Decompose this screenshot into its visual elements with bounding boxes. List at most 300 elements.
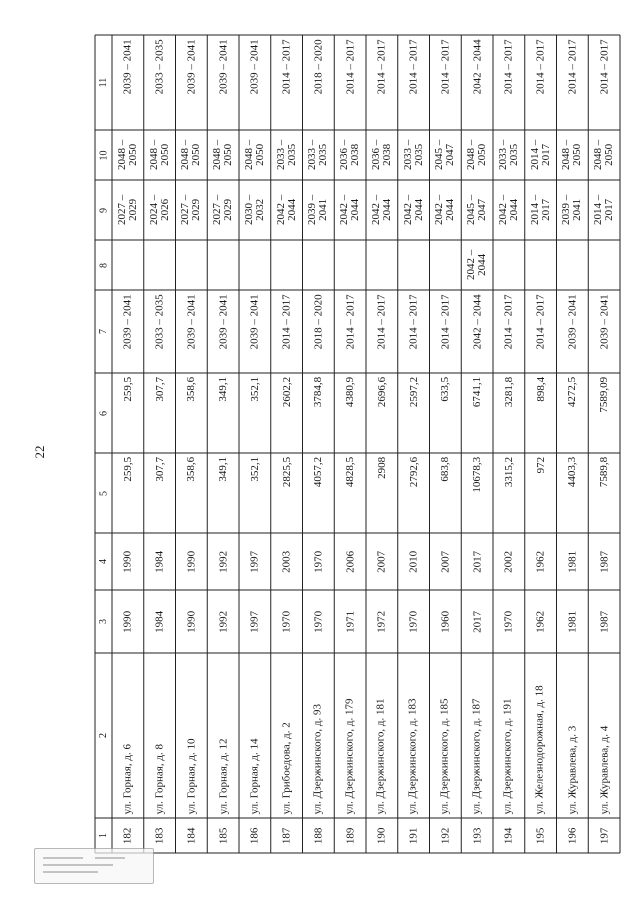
table-cell: [557, 35, 589, 130]
table-cell: [525, 590, 557, 653]
table-cell: [398, 35, 430, 130]
table-cell: [112, 373, 144, 453]
table-cell-text: 2602,2: [280, 377, 293, 408]
table-cell: [557, 180, 589, 240]
table-cell: [588, 533, 620, 590]
table-cell-text: ул. Журавлева, д. 3: [566, 725, 579, 814]
column-header: [95, 290, 112, 373]
table-cell: [461, 290, 493, 373]
table-cell: [334, 533, 366, 590]
table-cell-text: ул. Дзержинского, д. 179: [343, 698, 356, 814]
table-cell: [176, 35, 208, 130]
row-number-text: 191: [407, 827, 420, 844]
table-cell-text: 259,5: [121, 457, 134, 482]
table-cell-text: ул. Дзержинского, д. 191: [502, 698, 515, 814]
row-number-text: 189: [344, 827, 357, 844]
table-cell: [398, 590, 430, 653]
table-cell-text: 2014 – 2017: [566, 39, 579, 94]
table-cell-text: 2014 – 2017: [375, 39, 388, 94]
table-cell: [366, 130, 398, 180]
table-cell: [207, 590, 239, 653]
row-number: [366, 818, 398, 853]
table-cell-text: 2042 – 2044: [338, 194, 362, 226]
row-number-text: 186: [248, 827, 261, 844]
table-cell-text: 2042 – 2044: [471, 294, 484, 349]
table-cell-text: 2033 – 2035: [153, 294, 166, 349]
column-header: [95, 453, 112, 533]
row-number-text: 190: [375, 827, 388, 844]
table-cell: [493, 453, 525, 533]
table-cell: [430, 130, 462, 180]
table-cell-text: 358,6: [185, 457, 198, 482]
table-cell-text: 4828,5: [344, 457, 357, 488]
row-number-text: 194: [502, 827, 515, 844]
table-cell-text: 2002: [502, 550, 515, 573]
table-cell-text: ул. Горная, д. 8: [153, 743, 166, 814]
table-cell: [239, 130, 271, 180]
table-cell-text: 2014 – 2017: [280, 294, 293, 349]
table-cell: [303, 653, 335, 818]
column-header: [95, 590, 112, 653]
table-cell-text: 1984: [153, 550, 166, 573]
column-header-text: 10: [97, 150, 109, 160]
table-cell: [239, 653, 271, 818]
table-cell: [461, 590, 493, 653]
table-cell-text: 2042 – 2044: [401, 194, 425, 226]
table-cell: [303, 35, 335, 130]
table-cell-text: 4403,3: [566, 457, 579, 488]
table-cell: [271, 453, 303, 533]
row-number-text: 193: [471, 827, 484, 844]
table-cell-text: 2006: [344, 550, 357, 573]
table-cell-text: 2039 – 2041: [185, 294, 198, 349]
table-cell: [430, 180, 462, 240]
table-cell: [588, 180, 620, 240]
table-cell-text: 2014 – 2017: [528, 194, 552, 226]
table-cell: [398, 653, 430, 818]
table-cell-text: 2042 – 2044: [433, 194, 457, 226]
table-cell-text: 2048 – 2050: [242, 139, 266, 171]
column-header: [95, 373, 112, 453]
table-cell: [461, 35, 493, 130]
table-cell: [398, 290, 430, 373]
table-cell: [461, 373, 493, 453]
table-cell: [303, 130, 335, 180]
table-cell-text: 2014 – 2017: [534, 294, 547, 349]
table-cell-text: 2014 – 2017: [592, 194, 616, 226]
table-cell-text: ул. Горная, д. 14: [248, 738, 261, 814]
table-cell: [176, 653, 208, 818]
table-cell: [588, 130, 620, 180]
table-cell: [557, 590, 589, 653]
table-cell-text: 2027 – 2029: [115, 194, 139, 226]
table-cell-text: 349,1: [217, 457, 230, 482]
data-table: [95, 35, 620, 853]
table-cell: [588, 653, 620, 818]
table-cell-text: 1970: [312, 610, 325, 633]
table-cell-text: 7589,09: [598, 377, 611, 413]
table-cell: [366, 35, 398, 130]
table-cell-text: ул. Дзержинского, д. 185: [438, 698, 451, 814]
table-cell-text: 2792,6: [407, 457, 420, 488]
table-cell-text: 2036 – 2038: [338, 139, 362, 171]
table-cell: [239, 35, 271, 130]
table-cell: [525, 653, 557, 818]
table-cell: [271, 590, 303, 653]
table-cell: [271, 653, 303, 818]
table-cell-text: 2042 – 2044: [465, 249, 489, 281]
column-header: [95, 240, 112, 290]
row-number-text: 197: [598, 827, 611, 844]
table-cell: [493, 35, 525, 130]
row-number-text: 182: [121, 827, 134, 844]
table-cell-text: 2039 – 2041: [121, 39, 134, 94]
table-cell: [207, 130, 239, 180]
table-cell-text: 2033 – 2035: [153, 39, 166, 94]
column-header-text: 7: [97, 329, 109, 334]
table-cell: [557, 373, 589, 453]
table-cell-text: 1960: [439, 610, 452, 633]
table-cell-text: 1990: [185, 550, 198, 573]
table-cell: [588, 453, 620, 533]
table-cell: [525, 130, 557, 180]
table-cell: [430, 590, 462, 653]
table-cell-text: 1990: [185, 610, 198, 633]
table-cell: [207, 533, 239, 590]
column-header: [95, 35, 112, 130]
table-cell: [366, 290, 398, 373]
table-cell-text: 2048 – 2050: [179, 139, 203, 171]
table-cell-text: 2014 – 2017: [375, 294, 388, 349]
table-cell: [430, 533, 462, 590]
table-cell: [334, 373, 366, 453]
table-cell: [303, 453, 335, 533]
table-cell: [334, 180, 366, 240]
table-cell: [303, 290, 335, 373]
table-cell: [525, 373, 557, 453]
table-cell: [366, 180, 398, 240]
column-header: [95, 130, 112, 180]
table-cell-text: 2014 – 2017: [598, 39, 611, 94]
table-cell-text: 1970: [280, 610, 293, 633]
table-cell-text: 2033 – 2035: [401, 139, 425, 171]
table-cell: [461, 180, 493, 240]
table-cell-text: 2014 – 2017: [502, 294, 515, 349]
table-cell: [588, 590, 620, 653]
table-cell-text: 1970: [312, 550, 325, 573]
table-cell: [239, 453, 271, 533]
table-cell-text: ул. Грибоедова, д. 2: [280, 721, 293, 814]
column-header-text: 3: [97, 619, 109, 624]
table-cell: [207, 653, 239, 818]
row-number: [430, 818, 462, 853]
table-cell: [176, 130, 208, 180]
table-cell: [271, 130, 303, 180]
table-cell-text: 1962: [534, 550, 547, 573]
table-cell-text: 307,7: [153, 457, 166, 482]
table-cell: [430, 290, 462, 373]
table-cell: [334, 130, 366, 180]
row-number-text: 187: [280, 827, 293, 844]
table-cell-text: 307,7: [153, 377, 166, 402]
table-cell: [493, 373, 525, 453]
table-cell: [557, 453, 589, 533]
column-header-text: 1: [97, 833, 109, 838]
table-cell-text: 2018 – 2020: [312, 39, 325, 94]
table-cell-text: ул. Дзержинского, д. 181: [375, 698, 388, 814]
table-cell-text: 4380,9: [344, 377, 357, 408]
table-cell-text: 2039 – 2041: [185, 39, 198, 94]
table-cell: [398, 180, 430, 240]
table-cell-text: 3281,8: [502, 377, 515, 408]
table-cell: [525, 290, 557, 373]
table-cell-text: 2027 – 2029: [211, 194, 235, 226]
table-cell-text: 10678,3: [471, 457, 484, 493]
table-cell-text: 2048 – 2050: [115, 139, 139, 171]
page-number: 22: [32, 445, 47, 459]
table-cell-text: 1981: [566, 550, 579, 573]
table-cell: [144, 533, 176, 590]
table-cell-text: 2027 – 2029: [179, 194, 203, 226]
row-number: [303, 818, 335, 853]
table-cell-text: 2014 – 2017: [344, 294, 357, 349]
table-cell-text: ул. Горная, д. 10: [185, 738, 198, 814]
table-cell: [398, 130, 430, 180]
table-cell-text: 2014 – 2017: [439, 294, 452, 349]
table-cell-text: 3315,2: [502, 457, 515, 488]
table-cell-text: ул. Журавлева, д. 4: [598, 725, 611, 814]
table-cell: [239, 533, 271, 590]
row-number: [207, 818, 239, 853]
table-cell: [207, 180, 239, 240]
row-number: [176, 818, 208, 853]
table-cell-text: 2048 – 2050: [147, 139, 171, 171]
table-cell-text: 2017: [471, 550, 484, 573]
table-cell-text: 2039 – 2041: [560, 194, 584, 226]
table-cell: [271, 180, 303, 240]
table-cell: [461, 453, 493, 533]
table-cell: [366, 373, 398, 453]
table-cell: [112, 653, 144, 818]
table-cell-text: ул. Горная, д. 12: [217, 738, 230, 814]
table-cell: [271, 373, 303, 453]
row-number: [588, 818, 620, 853]
table-cell-text: 349,1: [217, 377, 230, 402]
row-number: [461, 818, 493, 853]
table-cell-text: 2597,2: [407, 377, 420, 408]
table-cell-text: 1992: [217, 550, 230, 573]
table-cell: [525, 180, 557, 240]
table-cell-text: 2045 – 2047: [465, 194, 489, 226]
table-cell: [176, 533, 208, 590]
table-cell-text: ул. Горная, д. 6: [121, 743, 134, 814]
row-number-text: 183: [153, 827, 166, 844]
column-header: [95, 653, 112, 818]
table-cell: [176, 453, 208, 533]
table-cell-text: 2039 – 2041: [217, 39, 230, 94]
table-cell-text: 2696,6: [375, 377, 388, 408]
table-cell: [239, 290, 271, 373]
table-cell-text: 2014 – 2017: [280, 39, 293, 94]
row-number: [271, 818, 303, 853]
table-cell-text: 1987: [598, 610, 611, 633]
column-header-text: 9: [97, 207, 109, 213]
table-cell: [366, 533, 398, 590]
table-cell-text: 2048 – 2050: [560, 139, 584, 171]
table-cell: [366, 453, 398, 533]
table-cell-text: 2033 – 2035: [306, 139, 330, 171]
table-cell: [144, 590, 176, 653]
table-cell: [430, 653, 462, 818]
table-cell-text: 1970: [502, 610, 515, 633]
table-cell-text: 259,5: [121, 377, 134, 402]
table-cell: [398, 453, 430, 533]
table-cell-text: 1962: [534, 610, 547, 633]
row-number-text: 184: [185, 827, 198, 844]
table-cell-text: 2048 – 2050: [592, 139, 616, 171]
row-number: [239, 818, 271, 853]
table-cell-text: 2018 – 2020: [312, 294, 325, 349]
table-cell: [461, 653, 493, 818]
table-cell: [271, 290, 303, 373]
table-cell: [493, 130, 525, 180]
table-cell-text: 2039 – 2041: [566, 294, 579, 349]
table-cell: [112, 35, 144, 130]
table-cell-text: ул. Дзержинского, д. 187: [470, 698, 483, 814]
table-cell: [366, 590, 398, 653]
table-cell: [239, 180, 271, 240]
column-header: [95, 180, 112, 240]
row-number: [398, 818, 430, 853]
table-cell-text: 4057,2: [312, 457, 325, 488]
table-cell: [112, 453, 144, 533]
table-cell: [144, 373, 176, 453]
row-number: [525, 818, 557, 853]
table-cell-text: 2014 – 2017: [534, 39, 547, 94]
table-cell-text: 2014 – 2017: [528, 139, 552, 171]
table-cell-text: 1984: [153, 610, 166, 633]
table-cell: [430, 453, 462, 533]
table-cell: [239, 590, 271, 653]
table-cell: [144, 290, 176, 373]
table-cell-text: 2033 – 2035: [274, 139, 298, 171]
table-cell-text: 2825,5: [280, 457, 293, 488]
table-cell-text: 972: [534, 457, 547, 474]
table-cell: [557, 290, 589, 373]
table-cell: [430, 373, 462, 453]
row-number-text: 185: [217, 827, 230, 844]
table-cell-text: ул. Дзержинского, д. 93: [311, 703, 324, 814]
table-cell-text: 2024 – 2026: [147, 194, 171, 226]
table-cell: [493, 533, 525, 590]
table-cell-text: 2007: [439, 550, 452, 573]
table-cell: [493, 653, 525, 818]
table-cell-text: 3784,8: [312, 377, 325, 408]
table-cell: [557, 130, 589, 180]
table-cell-text: 2033 – 2035: [496, 139, 520, 171]
table-cell-text: 2908: [375, 457, 388, 479]
table-cell-text: 2036 – 2038: [369, 139, 393, 171]
table-cell-text: 2030 – 2032: [242, 194, 266, 226]
column-header-text: 5: [97, 490, 109, 496]
table-cell: [112, 290, 144, 373]
stamp-icon: [34, 848, 154, 884]
table-cell-text: 2014 – 2017: [502, 39, 515, 94]
column-header-text: 4: [97, 559, 109, 564]
table-cell: [303, 180, 335, 240]
table-cell-text: 2039 – 2041: [217, 294, 230, 349]
table-cell: [144, 653, 176, 818]
table-cell: [525, 35, 557, 130]
table-cell-text: 2048 – 2050: [211, 139, 235, 171]
table-cell: [176, 290, 208, 373]
table-cell-text: 2042 – 2044: [471, 39, 484, 94]
table-cell: [144, 453, 176, 533]
table-cell: [588, 35, 620, 130]
table-cell: [239, 373, 271, 453]
table-cell: [207, 453, 239, 533]
table-cell: [461, 240, 493, 290]
table-cell-text: 2014 – 2017: [407, 294, 420, 349]
table-cell-text: 2010: [407, 550, 420, 573]
table-cell-text: 1970: [407, 610, 420, 633]
table-cell: [557, 653, 589, 818]
table-cell: [461, 130, 493, 180]
table-cell: [176, 180, 208, 240]
table-cell-text: 2017: [471, 610, 484, 633]
table-cell-text: 2007: [375, 550, 388, 573]
table-cell: [334, 453, 366, 533]
row-number-text: 192: [439, 827, 452, 844]
column-header-text: 6: [97, 410, 109, 416]
row-number-text: 188: [312, 827, 325, 844]
table-cell: [144, 130, 176, 180]
table-cell: [366, 653, 398, 818]
table-cell-text: 1997: [248, 550, 261, 573]
table-cell-text: 2014 – 2017: [439, 39, 452, 94]
table-cell-text: 2039 – 2041: [306, 194, 330, 226]
table-cell-text: 2014 – 2017: [344, 39, 357, 94]
table-cell-text: 2048 – 2050: [465, 139, 489, 171]
table-cell: [588, 290, 620, 373]
table-cell: [207, 290, 239, 373]
table-cell: [303, 533, 335, 590]
table-cell-text: 358,6: [185, 377, 198, 402]
table-cell-text: 1972: [375, 610, 388, 633]
table-cell: [207, 35, 239, 130]
table-cell: [334, 653, 366, 818]
table-cell: [334, 590, 366, 653]
table-cell: [525, 453, 557, 533]
table-cell-text: 4272,5: [566, 377, 579, 408]
column-header: [95, 533, 112, 590]
table-cell: [271, 35, 303, 130]
table-cell-text: 898,4: [534, 377, 547, 402]
table-cell: [207, 373, 239, 453]
table-cell-text: ул. Дзержинского, д. 183: [407, 698, 420, 814]
table-cell: [303, 590, 335, 653]
row-number-text: 195: [534, 827, 547, 844]
table-cell-text: 2042 – 2044: [369, 194, 393, 226]
table-cell-text: 1971: [344, 610, 357, 633]
table-cell: [176, 590, 208, 653]
table-cell: [461, 533, 493, 590]
table-cell-text: 1990: [121, 550, 134, 573]
table-cell-text: 2039 – 2041: [248, 294, 261, 349]
table-cell-text: 2042 – 2044: [274, 194, 298, 226]
table-cell-text: 1997: [248, 610, 261, 633]
table-cell: [112, 130, 144, 180]
